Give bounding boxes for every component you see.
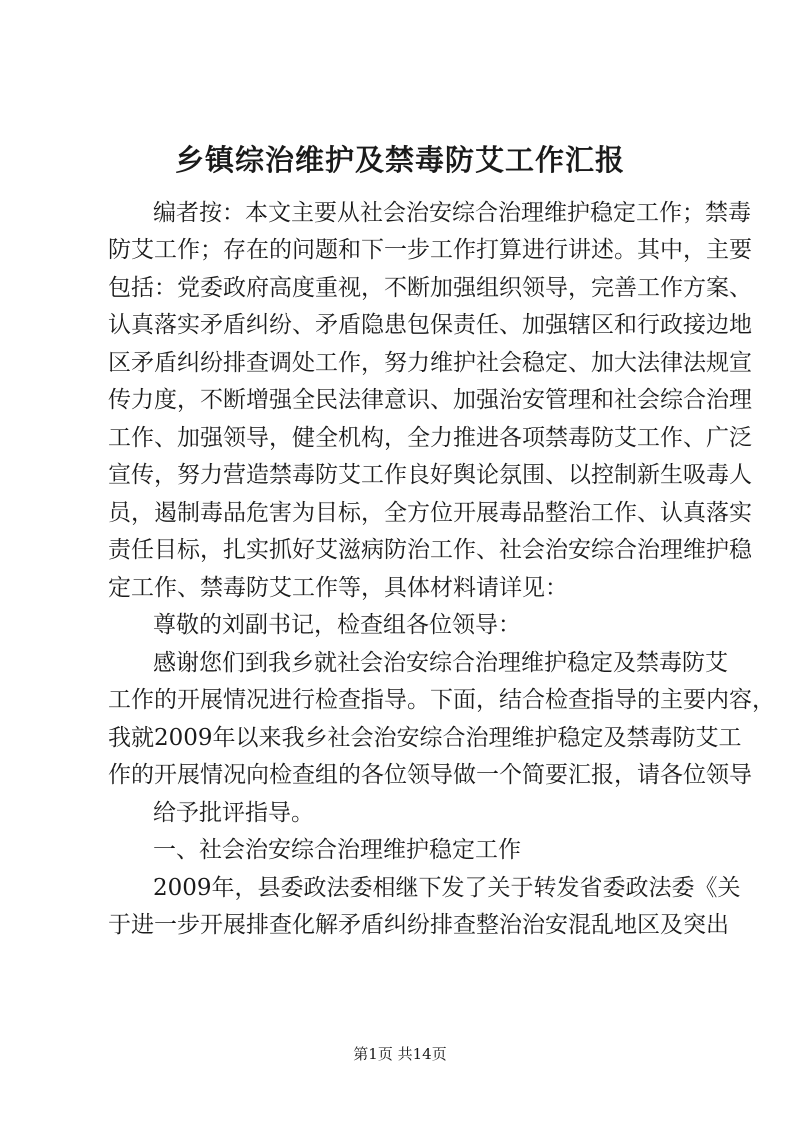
document-page: 乡镇综治维护及禁毒防艾工作汇报 编者按：本文主要从社会治安综合治理维护稳定工作；禁毒 防艾工作；存在的问题和下一步工作打算进行讲述。其中，主要 包括：党委政府高度重视，不断加强组织领导，完善工作方案、 认真落实矛盾纠纷、矛盾隐患包保责任、加强辖区和行政接边地 区矛盾纠纷排查调处工作，努力维护社会稳定、加大法律法规宣 传力度，不断增强全民法律意识、加强治安管理和社会综合治理 工作、加强领导，健全机构，全力推进各项禁毒防艾工作、广泛 宣传，努力营造禁毒防艾工作良好舆论氛围、以控制新生吸毒人 员，遏制毒品危害为目标，全方位开展毒品整治工作、认真落实 责任目标，扎实抓好艾滋病防治工作、社会治安综合治理维护稳 定工作、禁毒防艾工作等，具体材料请详见： 尊敬的刘副书记，检查组各位领导： 感谢您们到我乡就社会治安综合治理维护稳定及禁毒防艾 工作的开展情况进行检查指导。下面，结合检查指导的主要内容， 我就2009年以来我乡社会治安综合治理维护稳定及禁毒防艾工 作的开展情况向检查组的各位领导做一个简要汇报，请各位领导 给予批评指导。 一、社会治安综合治理维护稳定工作 2009年，县委政法委相继下发了关于转发省委政法委《关 于进一步开展排查化解矛盾纠纷排查整治治安混乱地区及突出 第1页 共14页 — [0, 0, 800, 1131]
document-title: 乡镇综治维护及禁毒防艾工作汇报 — [174, 143, 625, 177]
page-footer: 第1页 共14页 — [353, 1045, 447, 1063]
